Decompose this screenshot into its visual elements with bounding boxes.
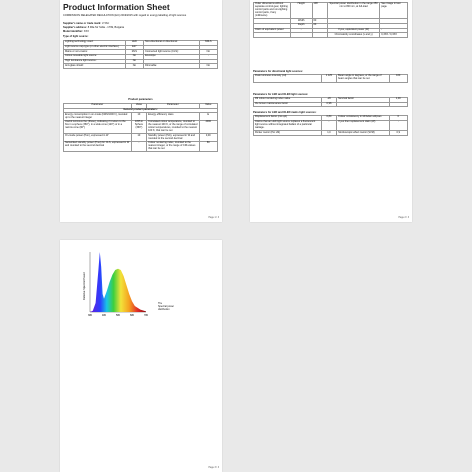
dimensions-table xyxy=(253,2,408,38)
table-cell: MLS xyxy=(125,50,143,55)
table-cell: Non-directional or directional: xyxy=(144,41,199,46)
table-cell: Energy consumption in on-mode (kWh/1000 h), rounded up to the nearest integer xyxy=(64,113,132,121)
table-cell: Claims that an LED light source replaces a fluorescent light source without integrated ballast of a particular wattage. xyxy=(254,120,322,131)
table-cell: R9 colour rendering index value xyxy=(254,98,322,103)
led-section-title: Parameters for LED and OLED light sources: xyxy=(253,93,309,96)
table-cell: Peak luminous intensity (cd) xyxy=(254,75,322,83)
table-cell: Displacement factor (cos φ1) xyxy=(254,116,322,121)
directional-table xyxy=(253,74,408,83)
table-cell: 1055 in Sphere (360°) xyxy=(131,120,146,133)
model-value: XXX xyxy=(83,30,89,33)
table-cell: - xyxy=(389,120,408,131)
table-cell xyxy=(290,33,312,38)
table-cell: E xyxy=(199,113,218,121)
general-params-title: General product parameters: xyxy=(64,108,218,113)
table-row xyxy=(64,113,218,121)
table-cell: Light source cap-type (or other electric interface) xyxy=(64,45,126,50)
mains-table xyxy=(253,115,408,136)
regulation-line: COMMISSION DELEGATED REGULATION (EU) 2019/2015 with regard to energy labelling of light sources xyxy=(63,14,187,17)
table-cell: Standby power (Psb), expressed in W and rounded to the second decimal xyxy=(147,134,199,142)
table-cell xyxy=(337,102,389,107)
page-number: Page 3 / 3 xyxy=(208,467,219,469)
table-cell xyxy=(312,33,327,38)
table-row xyxy=(254,120,408,131)
table-cell: Claim of equivalent power xyxy=(254,28,291,33)
table-cell: 80 xyxy=(199,141,218,152)
table-cell: 0,00 xyxy=(199,134,218,142)
led-table xyxy=(253,97,408,107)
supplier-name-label: Supplier's name or trade mark: xyxy=(63,22,102,25)
table-cell: Beam angle in degrees, or the range of beam angles that can be set xyxy=(337,75,389,83)
legend-line: The xyxy=(158,302,163,305)
table-cell: - xyxy=(380,28,408,33)
table-cell: 0,98 xyxy=(321,102,336,107)
table-cell: Stroboscopic effect metric (SVM) xyxy=(337,131,389,136)
table-row xyxy=(64,134,218,142)
table-row xyxy=(254,102,408,107)
type-table xyxy=(63,40,218,69)
table-cell: Useful luminous flux (Φuse), indicating if it refers to the flux in a sphere (360°), in a wide cone (120°) or in a narrow cone (90°) xyxy=(64,120,132,133)
table-cell: On-mode power (Pon), expressed in W xyxy=(64,134,132,142)
table-cell: No xyxy=(199,64,218,69)
table-cell: Chromaticity coordinates (x and y) xyxy=(327,33,379,38)
x-tick-label: 580 xyxy=(116,314,120,317)
table-cell: 10 xyxy=(131,113,146,121)
spectral-chart xyxy=(80,248,152,324)
table-cell: Anti-glare shield: xyxy=(64,64,126,69)
page-title: Product Information Sheet xyxy=(63,2,170,12)
table-cell: Colour rendering index, rounded to the nearest integer, or the range of CRI-values that can be set xyxy=(147,141,199,152)
table-row xyxy=(254,75,408,83)
table-cell: Connected light source (CLS): xyxy=(144,50,199,55)
table-row xyxy=(64,64,218,69)
model-line xyxy=(63,30,218,33)
directional-section-title: Parameters for directional light sources: xyxy=(253,70,303,73)
table-cell: Width xyxy=(290,19,312,24)
chart-legend xyxy=(158,302,174,311)
table-cell: If yes, equivalent power (W) xyxy=(327,28,379,33)
supplier-address-value: 8 Rila Str Sofia - 1799, Bulgaria xyxy=(87,26,125,29)
table-cell: Correlated colour temperature, rounded to the nearest 100 K, or the range of correlated colour temperatures, rounded to the nearest 100 K, that can be set xyxy=(148,120,198,133)
table-cell: - xyxy=(321,120,336,131)
table-cell: If yes then replacement claim (W) xyxy=(337,120,389,131)
page-2 xyxy=(250,0,412,222)
table-cell: 6 xyxy=(389,116,408,121)
x-tick-label: 480 xyxy=(102,314,106,317)
table-cell: Flicker metric (Pst LM) xyxy=(254,131,322,136)
table-row xyxy=(64,141,218,152)
table-cell: Lighting technology used: xyxy=(64,41,126,46)
x-tick-label: 380 xyxy=(88,314,92,317)
table-cell: 108 xyxy=(312,3,327,19)
table-cell: Depth xyxy=(290,24,312,29)
table-cell: Height xyxy=(290,3,312,19)
table-cell: - xyxy=(199,55,218,60)
table-row xyxy=(254,3,408,19)
table-cell: No xyxy=(125,64,143,69)
params-header-cell: Parameter xyxy=(147,104,199,109)
table-cell: -20 xyxy=(321,98,336,103)
y-axis-label: Relative Spectral Power xyxy=(83,272,86,300)
table-cell: 0,9 xyxy=(389,131,408,136)
table-cell: Spectral power distribution in the range 250 nm to 800 nm, at full-load xyxy=(327,3,379,19)
params-table xyxy=(63,103,218,152)
spectrum-area xyxy=(90,252,146,312)
table-cell: - xyxy=(131,141,146,152)
table-cell: No xyxy=(125,59,143,64)
params-header-cell: Value xyxy=(131,104,146,109)
table-cell: No xyxy=(125,55,143,60)
table-cell xyxy=(254,33,291,38)
table-cell: 10 xyxy=(131,134,146,142)
supplier-name-line xyxy=(63,22,218,25)
table-cell: NDLS xyxy=(199,41,218,46)
table-cell: No xyxy=(199,50,218,55)
params-header-cell: Parameter xyxy=(64,104,132,109)
table-cell: 0,3XX / 0,3XX xyxy=(380,33,408,38)
supplier-name-value: V-TAC xyxy=(101,22,110,25)
table-cell: 0,80 xyxy=(321,116,336,121)
supplier-address-label: Supplier's address: xyxy=(63,26,87,29)
table-cell: High luminance light source: xyxy=(64,59,126,64)
table-cell: 1,0 xyxy=(321,131,336,136)
table-cell: Outer dimensions without separate control gear, lighting control parts and non-lighting control parts, if any (millimetre) xyxy=(254,3,291,19)
table-cell: 60 xyxy=(312,19,327,24)
params-header-cell: Value xyxy=(199,104,218,109)
table-cell: 60 xyxy=(312,24,327,29)
mains-section-title: Parameters for LED and OLED mains light sources: xyxy=(253,111,317,114)
table-row xyxy=(254,33,408,38)
table-cell: the lumen maintenance factor xyxy=(254,102,322,107)
table-cell: Colour consistency in McAdam ellipses xyxy=(337,116,389,121)
table-cell: 1 125 xyxy=(321,75,336,83)
supplier-address-line xyxy=(63,26,218,29)
table-row xyxy=(254,131,408,136)
params-title: Product parameters xyxy=(128,98,153,101)
table-cell: 1,00 xyxy=(389,98,408,103)
page-number: Page 1 / 3 xyxy=(208,217,219,219)
x-tick-label: 680 xyxy=(130,314,134,317)
table-cell: LED xyxy=(125,41,143,46)
table-row xyxy=(64,120,218,133)
table-cell: E27 xyxy=(125,45,143,50)
page-1 xyxy=(60,0,222,222)
table-cell xyxy=(389,102,408,107)
table-cell: Energy efficiency class xyxy=(147,113,199,121)
table-cell: Colour-tuneable light source: xyxy=(64,55,126,60)
x-tick-label: 780 xyxy=(144,314,148,317)
table-cell: 4000 xyxy=(199,120,218,133)
table-cell: Envelope: xyxy=(144,55,199,60)
legend-line: Spectral power xyxy=(158,305,174,308)
type-section-title: Type of light source: xyxy=(63,35,89,38)
legend-line: distribution xyxy=(158,308,170,311)
table-cell: Dimmable: xyxy=(144,64,199,69)
page-3 xyxy=(60,240,222,472)
table-cell: Mains or non-mains: xyxy=(64,50,126,55)
table-cell: 160 xyxy=(389,75,408,83)
table-cell: - xyxy=(290,28,312,33)
page-number: Page 2 / 3 xyxy=(398,217,409,219)
model-label: Model identifier: xyxy=(63,30,84,33)
table-cell: See image in last page xyxy=(380,3,408,19)
table-cell: Networked standby power (Pnet) for CLS, expressed in W and rounded to the second decimal xyxy=(64,141,132,152)
table-cell: Survival factor xyxy=(337,98,389,103)
